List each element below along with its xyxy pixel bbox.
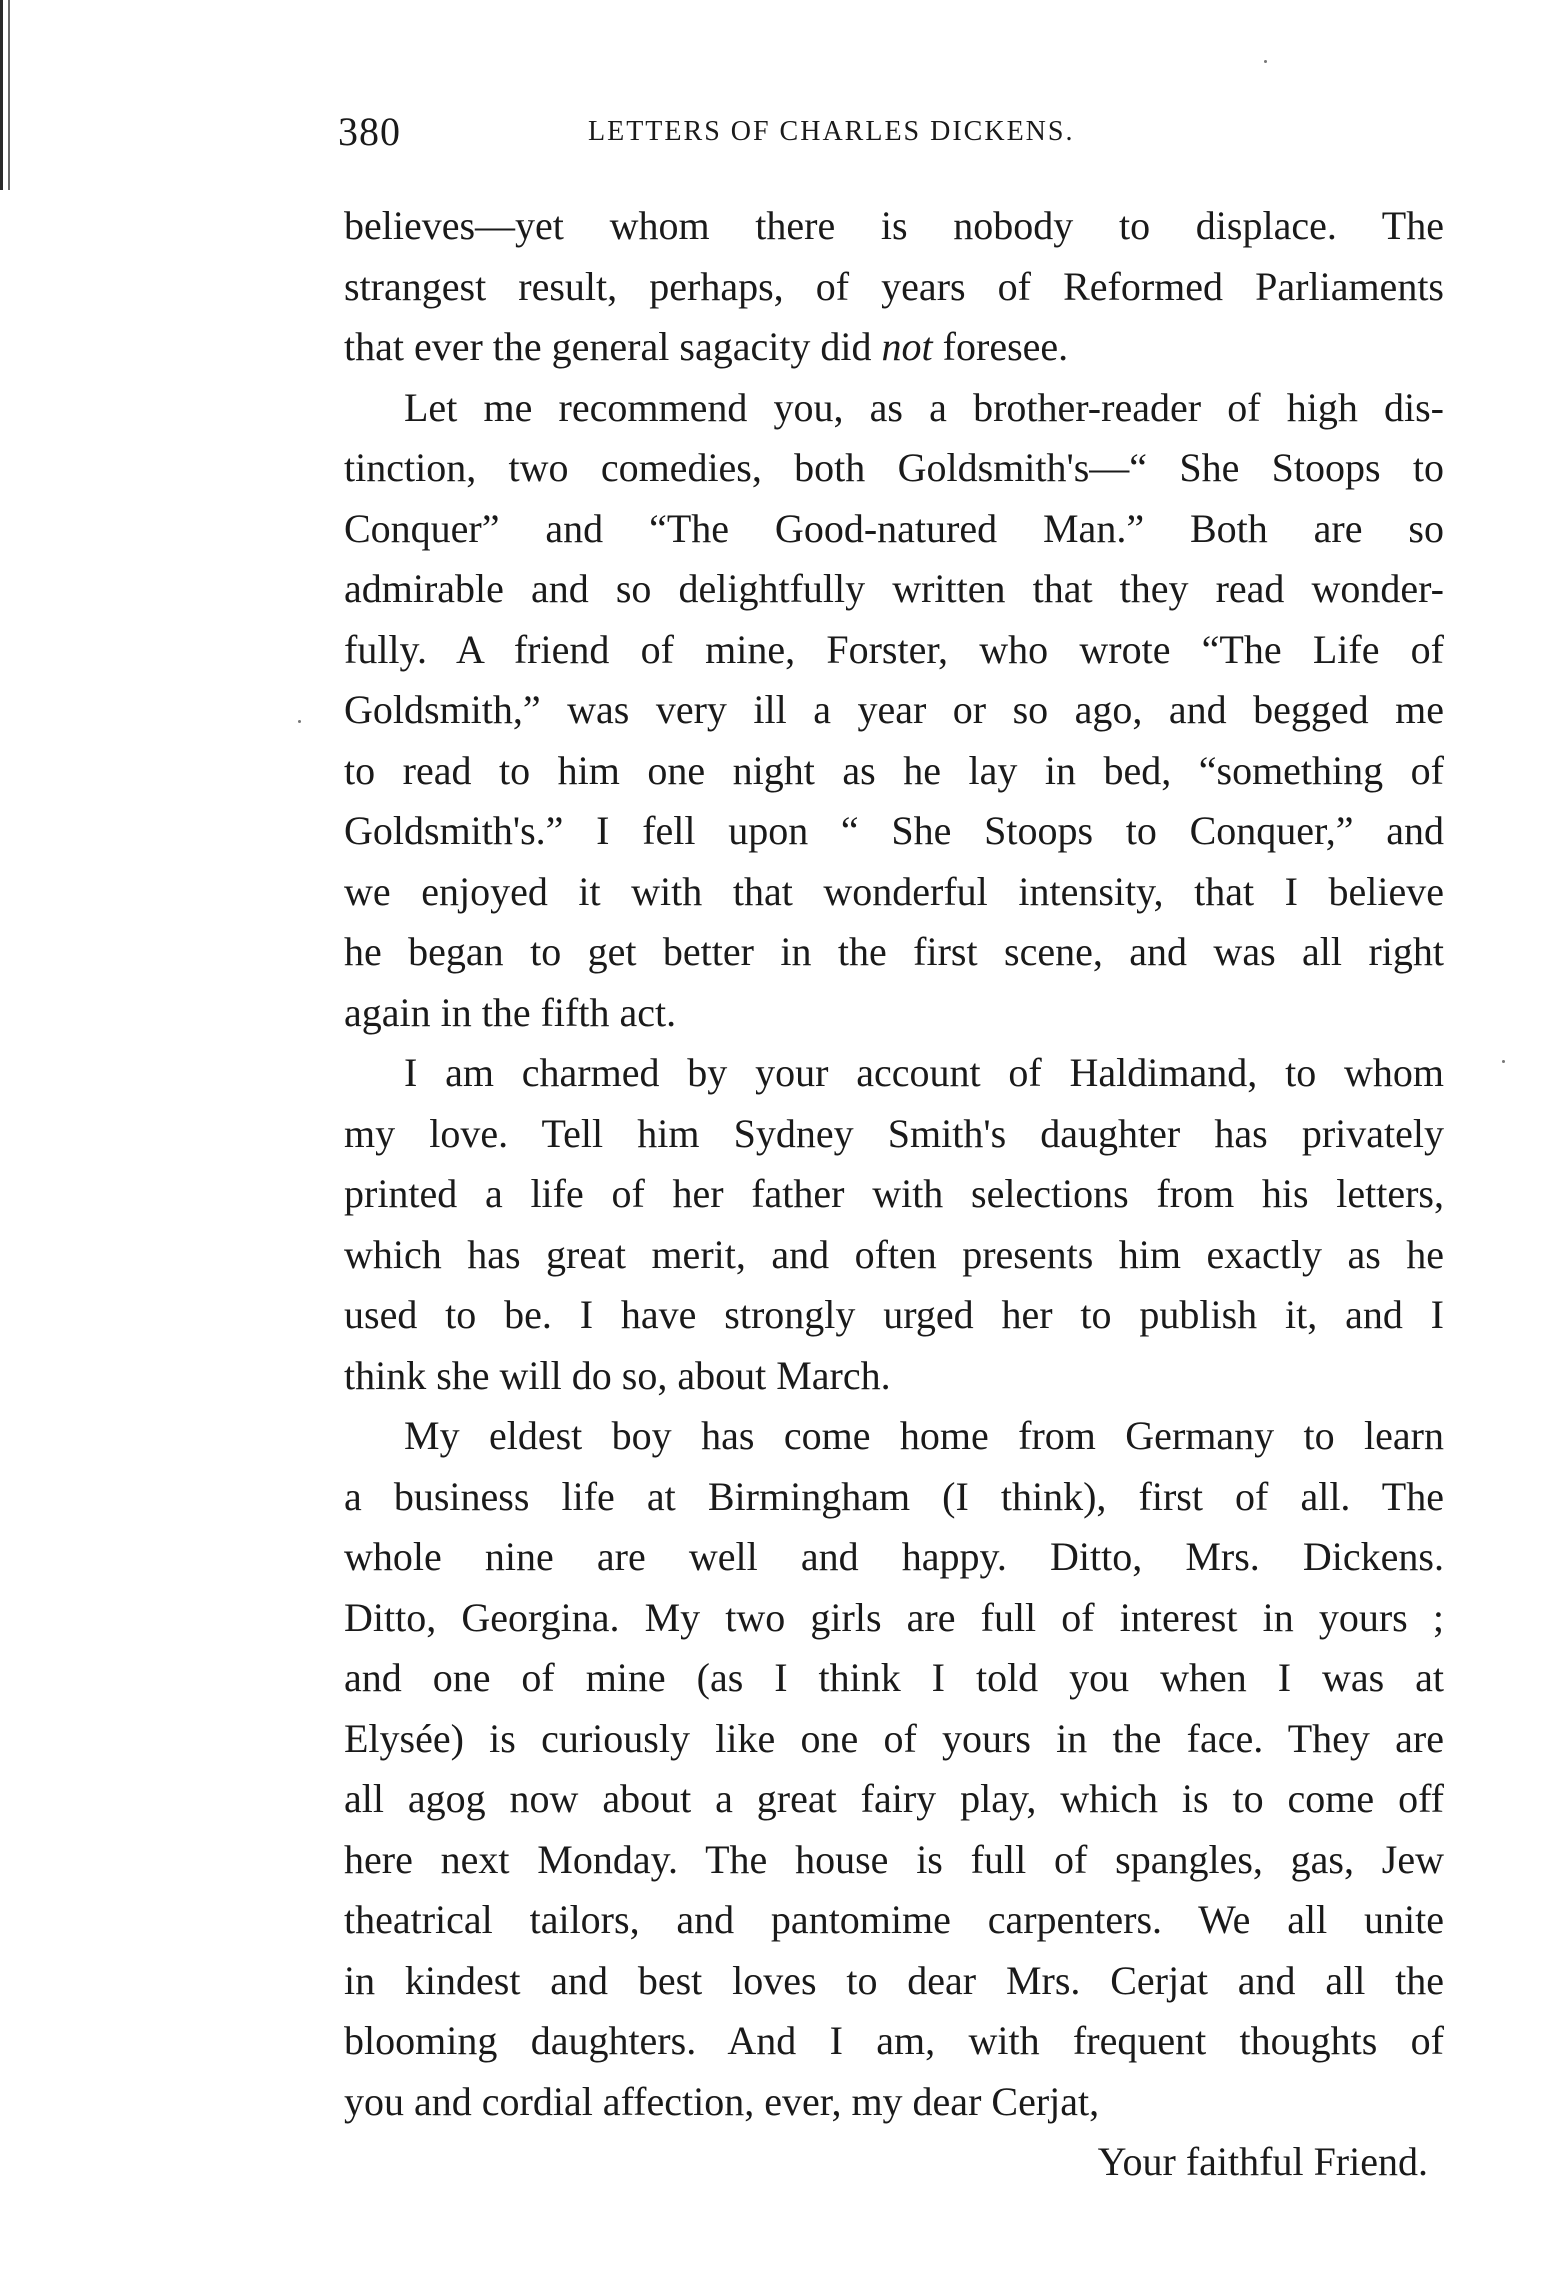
text-line: which has great merit, and often presents him exactly as he <box>344 1231 1444 1277</box>
text-line: My eldest boy has come home from Germany to learn <box>404 1413 1444 1458</box>
text-line: my love. Tell him Sydney Smith's daughter has privately <box>344 1110 1444 1156</box>
text-line: fully. A friend of mine, Forster, who wrote “The Life of <box>344 626 1444 672</box>
paragraph-2 <box>344 378 1444 1044</box>
signature-line: Your faithful Friend. <box>1097 2139 1428 2184</box>
paragraph-3 <box>344 1043 1444 1406</box>
margin-speck <box>1502 1060 1505 1063</box>
text-line: Elysée) is curiously like one of yours in the face. They are <box>344 1715 1444 1761</box>
text-line: you and cordial affection, ever, my dear Cerjat, <box>344 2078 1100 2124</box>
text-line: to read to him one night as he lay in bed, “something of <box>344 747 1444 793</box>
text-line: that ever the general sagacity did not foresee. <box>344 324 1069 369</box>
text-line: he began to get better in the first scene, and was all right <box>344 929 1444 974</box>
text-line: printed a life of her father with selections from his letters, <box>344 1171 1444 1216</box>
text-line: Let me recommend you, as a brother-reader of high dis- <box>404 384 1444 430</box>
page-number: 380 <box>338 109 401 154</box>
text-line: blooming daughters. And I am, with frequent thoughts of <box>344 2018 1444 2063</box>
text-line: we enjoyed it with that wonderful intensity, that I believe <box>344 868 1444 914</box>
text-line: all agog now about a great fairy play, which is to come off <box>344 1776 1444 1821</box>
emphasis: not <box>881 324 933 369</box>
letter-text <box>344 196 1444 2193</box>
text-line: in kindest and best loves to dear Mrs. Cerjat and all the <box>344 1957 1444 2003</box>
running-head <box>338 108 1450 168</box>
paragraph-1 <box>344 196 1444 378</box>
binding-edge <box>0 0 10 190</box>
margin-speck <box>1264 60 1267 63</box>
text-line: Ditto, Georgina. My two girls are full of interest in yours ; <box>344 1594 1444 1640</box>
text-line: a business life at Birmingham (I think), first of all. The <box>344 1473 1444 1519</box>
text-line: believes—yet whom there is nobody to displace. The <box>344 203 1444 248</box>
text-line: here next Monday. The house is full of spangles, gas, Jew <box>344 1836 1444 1882</box>
text-line: again in the fifth act. <box>344 989 677 1035</box>
text-line: I am charmed by your account of Haldimand, to whom <box>404 1050 1444 1095</box>
text-line: Goldsmith,” was very ill a year or so ago, and begged me <box>344 687 1444 732</box>
text-line: admirable and so delightfully written that they read wonder- <box>344 566 1444 611</box>
text-line: think she will do so, about March. <box>344 1352 891 1398</box>
text-line: whole nine are well and happy. Ditto, Mrs. Dickens. <box>344 1534 1444 1579</box>
text-line: and one of mine (as I think I told you when I was at <box>344 1655 1444 1700</box>
text-line: strangest result, perhaps, of years of Reformed Parliaments <box>344 263 1444 309</box>
running-title: LETTERS OF CHARLES DICKENS. <box>588 116 1075 147</box>
margin-speck <box>298 720 301 723</box>
text-line: Conquer” and “The Good-natured Man.” Both are so <box>344 505 1444 551</box>
text-line: tinction, two comedies, both Goldsmith's—“ She Stoops to <box>344 445 1444 490</box>
paragraph-4 <box>344 1406 1444 2132</box>
text-line: Goldsmith's.” I fell upon “ She Stoops to Conquer,” and <box>344 808 1444 853</box>
text-line: used to be. I have strongly urged her to publish it, and I <box>344 1292 1444 1337</box>
text-line: theatrical tailors, and pantomime carpenters. We all unite <box>344 1897 1444 1942</box>
